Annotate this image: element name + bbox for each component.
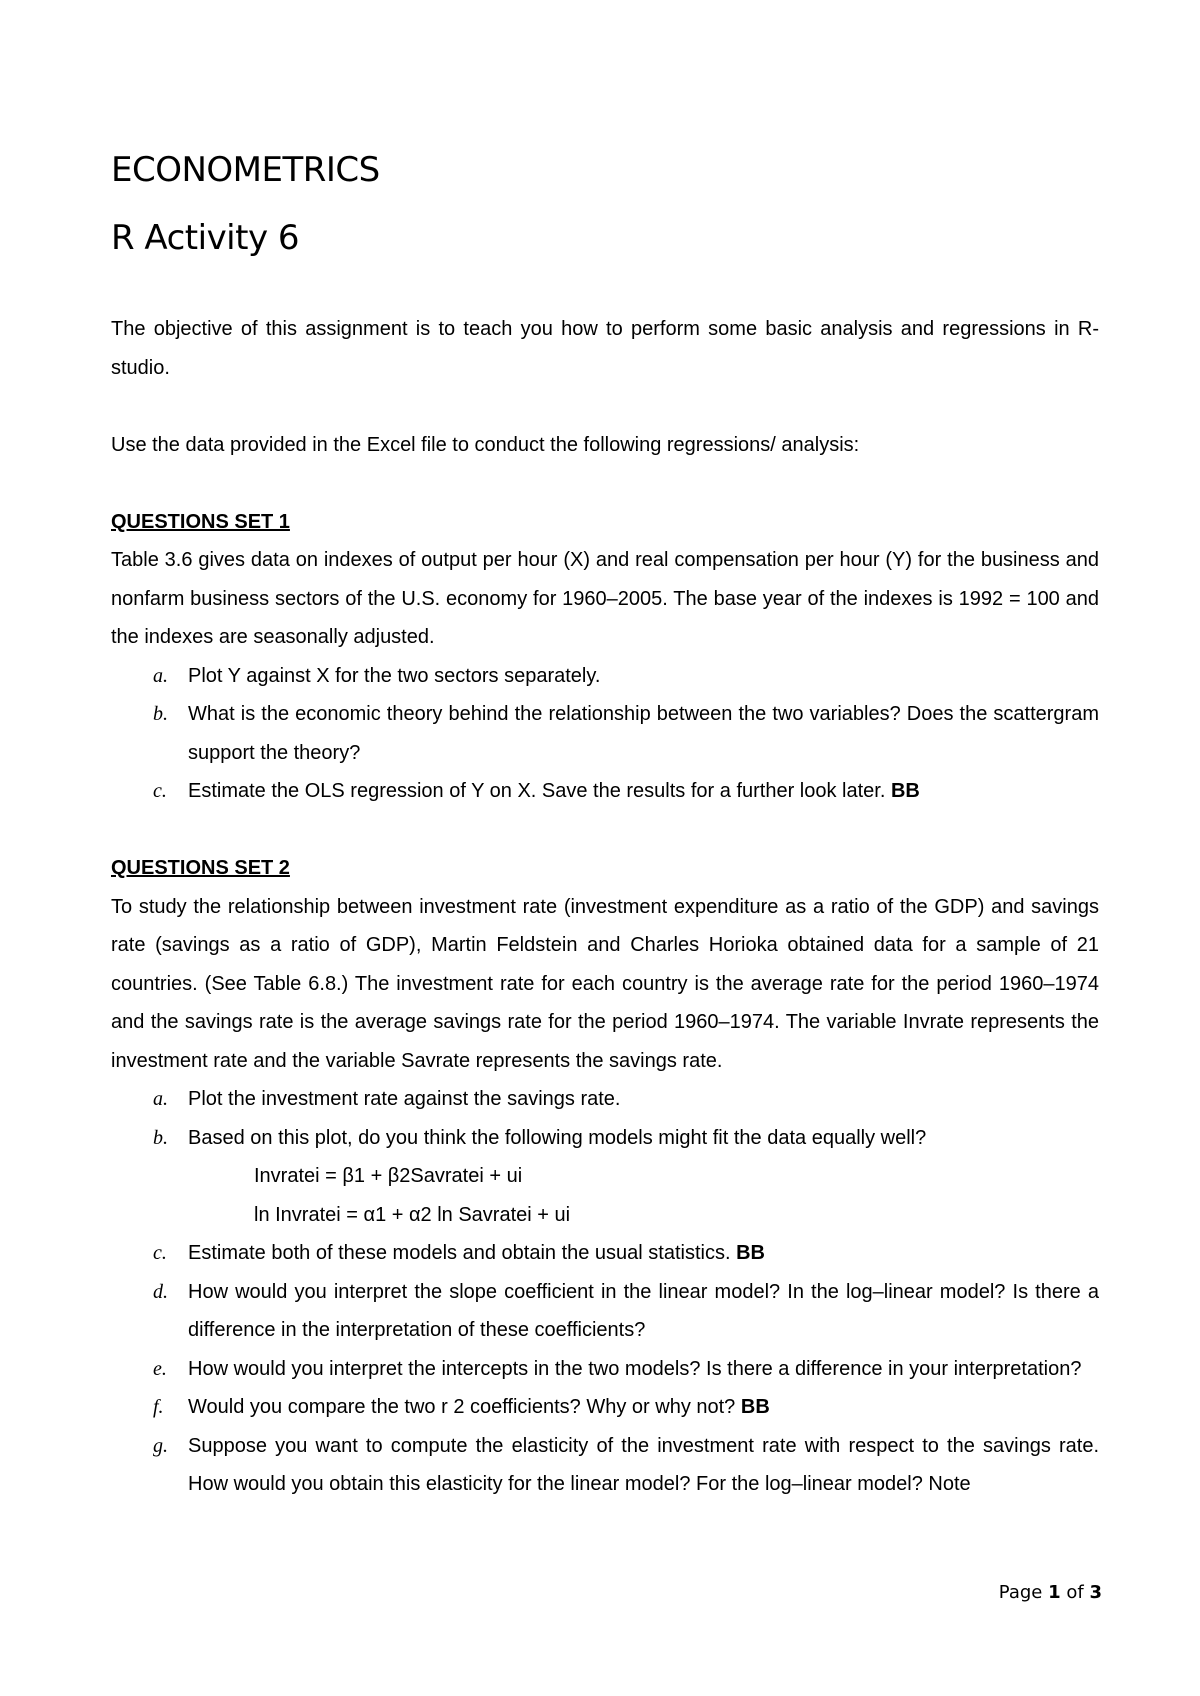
set1-question-a <box>111 657 1099 696</box>
linear-model-equation: Invratei = β1 + β2Savratei + ui <box>254 1165 523 1187</box>
set2-question-g <box>111 1427 1099 1504</box>
question-text: Would you compare the two r 2 coefficients? Why or why not? <box>188 1396 736 1418</box>
bb-mark: BB <box>740 1396 770 1418</box>
set2-question-b <box>111 1119 1099 1158</box>
set2-heading: QUESTIONS SET 2 <box>111 857 290 879</box>
question-text: How would you interpret the slope coefficient in the linear model? In the log–linear model? Is there a difference in the interpretation of these coefficients? <box>188 1280 1099 1341</box>
log-linear-model-equation: ln Invratei = α1 + α2 ln Savratei + ui <box>254 1203 571 1226</box>
objective-paragraph: The objective of this assignment is to teach you how to perform some basic analysis and regressions in R-studio. <box>111 318 1099 379</box>
set2-question-list <box>111 1080 1099 1157</box>
set2-description: To study the relationship between investment rate (investment expenditure as a ratio of the GDP) and savings rate (savings as a ratio of GDP), Martin Feldstein and Charles Horioka obtained data for a sample of 21 countries. (See Table 6.8.) The investment rate for each country is the average rate for the period 1960–1974 and the savings rate is the average savings rate for the period 1960–1974. The variable Invrate represents the investment rate and the variable Savrate represents the savings rate. <box>111 895 1099 1072</box>
question-text: Plot the investment rate against the savings rate. <box>188 1088 621 1110</box>
question-letter: a. <box>153 1088 168 1110</box>
set1-description: Table 3.6 gives data on indexes of output per hour (X) and real compensation per hour (Y) for the business and nonfarm business sectors of the U.S. economy for 1960–2005. The base year of the indexes is 1992 = 100 and the indexes are seasonally adjusted. <box>111 549 1099 648</box>
question-letter: g. <box>153 1434 168 1457</box>
question-text: Plot Y against X for the two sectors separately. <box>188 664 601 687</box>
set2-question-list-continued <box>111 1234 1099 1504</box>
question-letter: c. <box>153 1242 167 1264</box>
question-text: How would you interpret the intercepts in the two models? Is there a difference in your interpretation? <box>188 1357 1082 1380</box>
question-letter: d. <box>153 1280 168 1303</box>
set1-question-b <box>111 695 1099 772</box>
set1-question-c <box>111 772 1099 811</box>
question-letter: c. <box>153 780 167 802</box>
bb-mark: BB <box>890 780 920 802</box>
page-footer <box>999 1582 1102 1603</box>
of-label: of <box>1066 1582 1084 1603</box>
set2-question-f <box>111 1388 1099 1427</box>
instruction-paragraph: Use the data provided in the Excel file to conduct the following regressions/ analysis: <box>111 433 860 456</box>
set2-question-a <box>111 1080 1099 1119</box>
question-text: Suppose you want to compute the elasticity of the investment rate with respect to the savings rate. How would you obtain this elasticity for the linear model? For the log–linear model? Note <box>188 1434 1099 1495</box>
bb-mark: BB <box>736 1242 765 1264</box>
question-letter: b. <box>153 1126 168 1149</box>
page-number: 1 <box>1048 1582 1061 1603</box>
document-body <box>111 310 1099 1504</box>
activity-title: R Activity 6 <box>111 218 300 258</box>
set2-question-d <box>111 1273 1099 1350</box>
page-total: 3 <box>1089 1582 1102 1603</box>
question-letter: f. <box>153 1396 164 1418</box>
set1-heading: QUESTIONS SET 1 <box>111 510 290 533</box>
question-text: Based on this plot, do you think the following models might fit the data equally well? <box>188 1126 927 1149</box>
set2-question-e <box>111 1350 1099 1389</box>
question-text: Estimate both of these models and obtain the usual statistics. <box>188 1242 731 1264</box>
question-letter: b. <box>153 703 168 725</box>
question-letter: a. <box>153 664 168 687</box>
question-text: Estimate the OLS regression of Y on X. Save the results for a further look later. <box>188 780 886 802</box>
set2-question-c <box>111 1234 1099 1273</box>
question-text: What is the economic theory behind the relationship between the two variables? Does the scattergram support the theory? <box>188 703 1099 764</box>
question-letter: e. <box>153 1357 167 1380</box>
document-title: ECONOMETRICS <box>111 150 380 190</box>
set1-question-list <box>111 657 1099 811</box>
page-label: Page <box>998 1582 1043 1603</box>
